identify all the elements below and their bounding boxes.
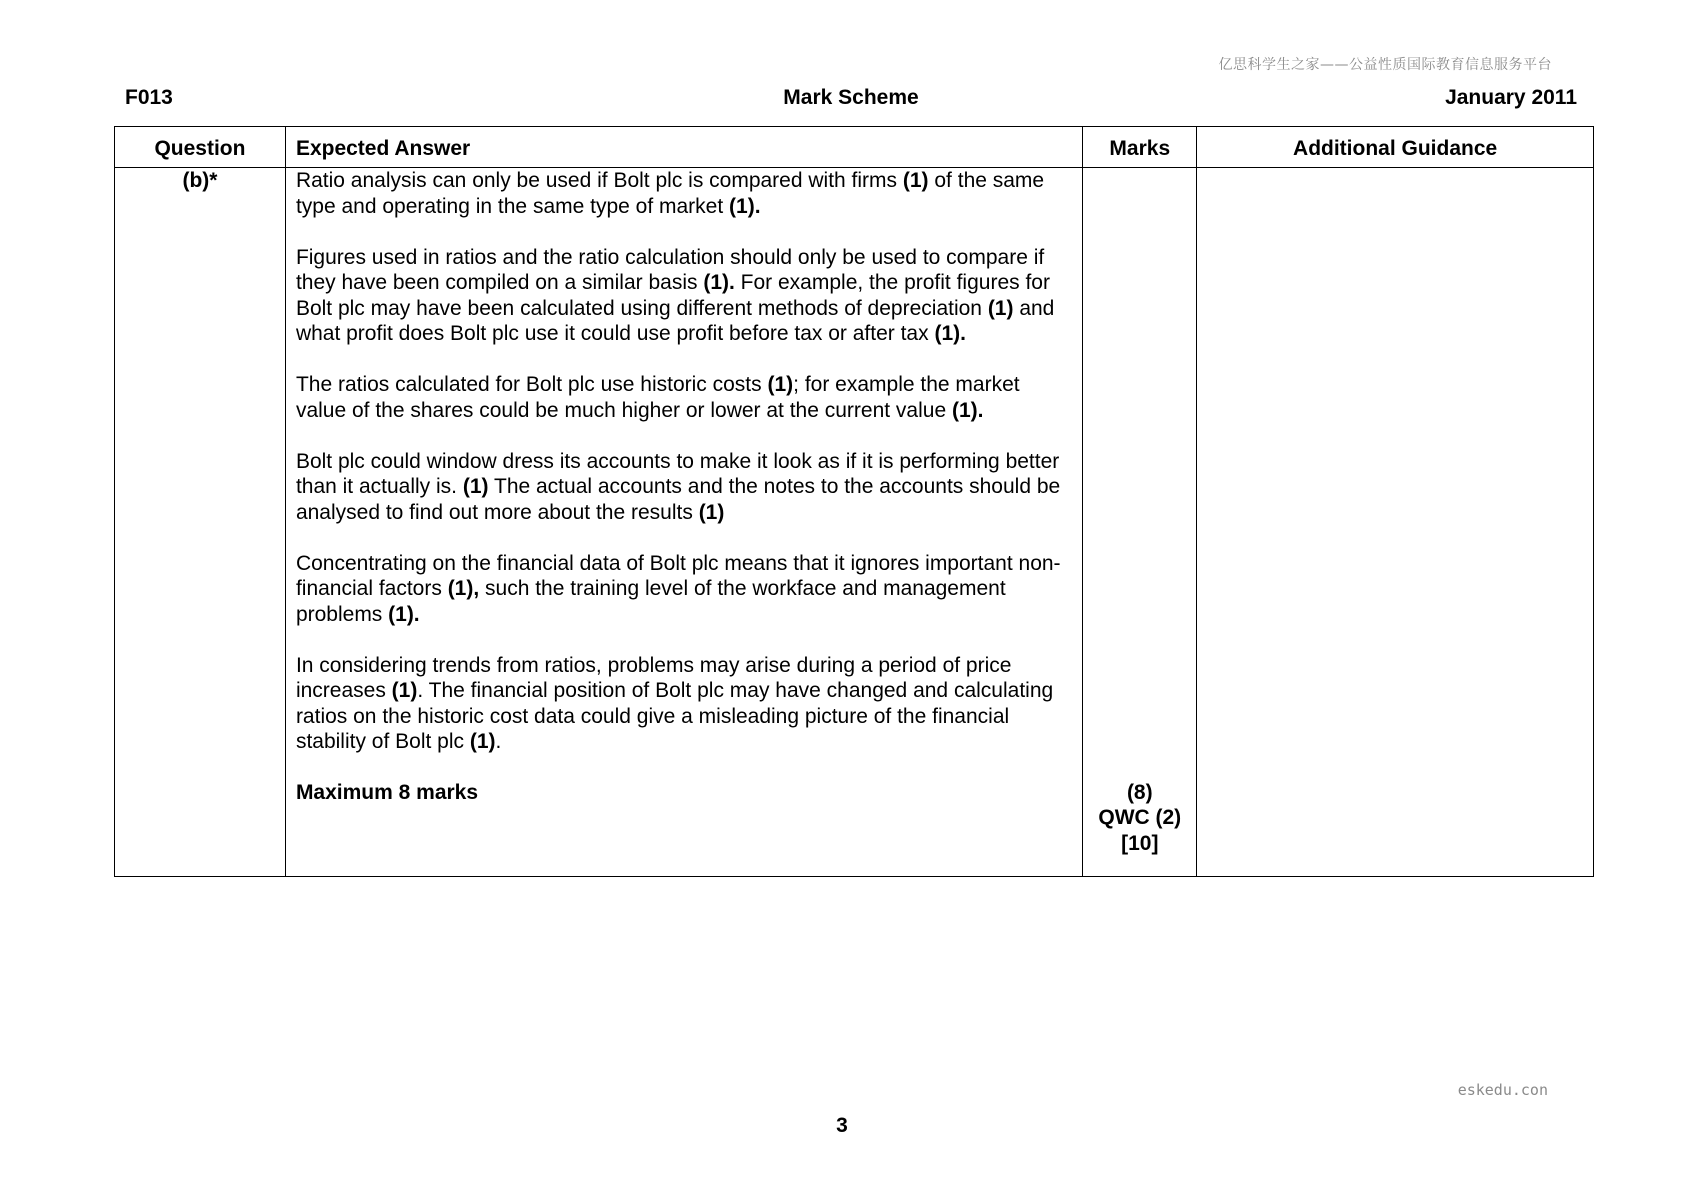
answer-text: Bolt plc could window dress its accounts to make it look as if it is performing better than it actually is.	[295, 449, 1060, 498]
answer-text: Ratio analysis can only be used if Bolt plc is compared with firms	[295, 169, 903, 192]
answer-paragraph	[296, 551, 1072, 628]
mark-award: (1)	[987, 296, 1014, 320]
answer-text: Concentrating on the financial data of Bolt plc means that it ignores important non-financial factors	[295, 551, 1061, 600]
exam-date: January 2011	[1445, 86, 1577, 109]
answer-text: such the training level of the workface and management problems	[295, 577, 1006, 626]
document-title: Mark Scheme	[783, 86, 919, 109]
mark-award: (1),	[447, 577, 480, 600]
answer-text: and what profit does Bolt plc use it could use profit before tax or after tax	[295, 296, 1055, 345]
mark-award: (1)	[698, 500, 725, 524]
answer-text: ; for example the market value of the shares could be much higher or lower at the current value	[295, 373, 1020, 422]
marks-cell	[1083, 168, 1197, 877]
column-header-question: Question	[115, 127, 286, 168]
watermark-bottom: eskedu.con	[1457, 1081, 1548, 1099]
maximum-marks-note: Maximum 8 marks	[295, 781, 479, 804]
answer-paragraph	[296, 168, 1072, 219]
answer-text: Figures used in ratios and the ratio calculation should only be used to compare if they have been compiled on a similar basis	[295, 245, 1045, 294]
table-row	[115, 168, 1594, 877]
mark-award: (1)	[391, 679, 418, 702]
page-header	[125, 86, 1577, 112]
mark-scheme-table	[114, 126, 1594, 877]
marks-qwc: QWC (2)	[1098, 806, 1182, 829]
marks-content: (8)	[1126, 780, 1153, 804]
expected-answer-cell	[285, 168, 1082, 877]
mark-award: (1).	[388, 602, 420, 626]
mark-award: (1)	[767, 373, 794, 396]
answer-text: The actual accounts and the notes to the accounts should be analysed to find out more about the results	[295, 475, 1061, 524]
answer-text: The ratios calculated for Bolt plc use historic costs	[295, 373, 768, 396]
answer-paragraph	[296, 372, 1072, 423]
mark-award: (1)	[469, 730, 496, 753]
page-number: 3	[836, 1114, 848, 1137]
question-cell: (b)*	[115, 168, 286, 877]
mark-award: (1).	[703, 271, 735, 294]
answer-paragraph	[296, 449, 1072, 526]
answer-text: . The financial position of Bolt plc may have changed and calculating ratios on the historic cost data could give a misleading picture of the financial stability of Bolt plc	[295, 679, 1054, 753]
mark-award: (1)	[462, 475, 489, 498]
mark-award: (1).	[934, 322, 966, 345]
answer-text: of the same type and operating in the same type of market	[295, 169, 1045, 218]
answer-text: In considering trends from ratios, problems may arise during a period of price increases	[295, 653, 1012, 702]
mark-award: (1).	[729, 194, 761, 218]
answer-paragraphs	[296, 168, 1072, 755]
column-header-additional-guidance: Additional Guidance	[1197, 127, 1594, 168]
additional-guidance-cell	[1197, 168, 1594, 877]
answer-paragraph	[296, 245, 1072, 347]
answer-paragraph	[296, 653, 1072, 755]
answer-text: .	[495, 730, 502, 753]
column-header-expected-answer: Expected Answer	[285, 127, 1082, 168]
watermark-top: 亿思科学生之家——公益性质国际教育信息服务平台	[1218, 57, 1552, 73]
mark-award: (1).	[951, 398, 984, 422]
marks-total: [10]	[1121, 831, 1159, 855]
column-header-marks: Marks	[1083, 127, 1197, 168]
paper-code: F013	[125, 86, 173, 109]
table-header-row	[115, 127, 1594, 168]
marks-block	[1083, 780, 1196, 857]
answer-text: For example, the profit figures for Bolt plc may have been calculated using different methods of depreciation	[295, 271, 1050, 320]
mark-award: (1)	[902, 169, 929, 192]
